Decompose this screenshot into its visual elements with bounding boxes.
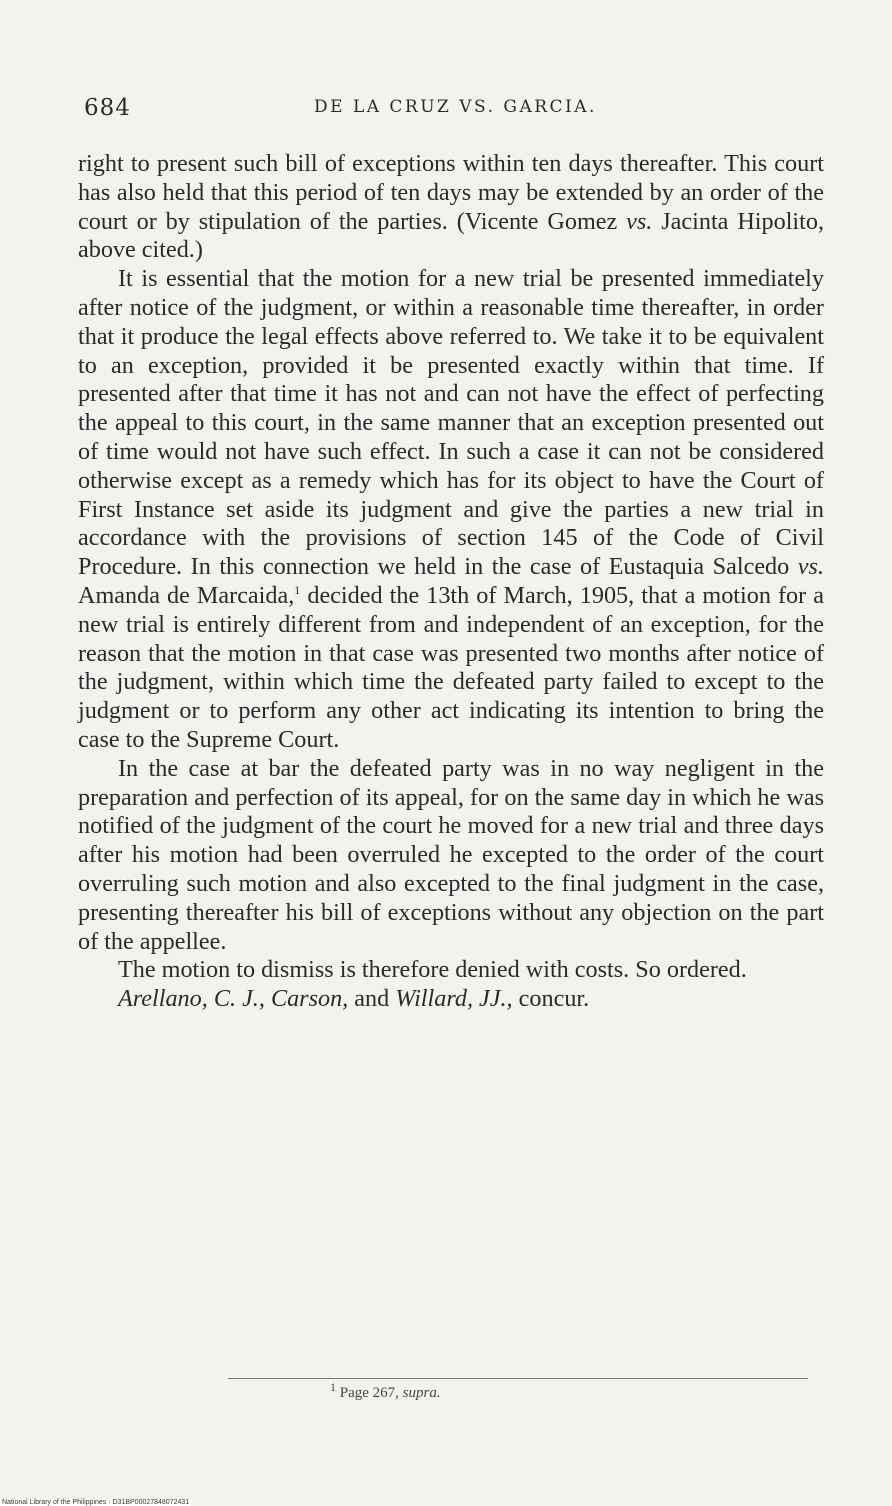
page-number: 684 <box>84 95 131 121</box>
footnote-divider <box>228 1378 808 1379</box>
page-header <box>84 95 808 129</box>
concurrence-line: Arellano, C. J., Carson, and Willard, JJ., concur. <box>118 985 590 1013</box>
paragraph-3: In the case at bar the defeated party was in no way negligent in the preparation and perfection of its appeal, for on the same day in which he was notified of the judgment of the court he moved for a new trial and three days after his motion had been overruled he excepted to the order of the court overruling such motion and also excepted to the final judgment in the case, presenting thereafter his bill of exceptions without any objection on the part of the appellee. <box>78 754 824 955</box>
footnote-reference: 1 <box>294 582 301 597</box>
body-text <box>78 150 824 1014</box>
paragraph-1: right to present such bill of exceptions within ten days thereafter. This court has also held that this period of ten days may be extended by an order of the court or by stipulation of the parties. (Vicente Gomez vs. Jacinta Hipolito, above cited.) <box>78 150 824 264</box>
running-head: DE LA CRUZ VS. GARCIA. <box>314 97 597 117</box>
paragraph-4: The motion to dismiss is therefore denied with costs. So ordered. <box>118 956 747 984</box>
scan-source-label: National Library of the Philippines · D31BP00027848072431 <box>2 1499 190 1506</box>
paragraph-2: It is essential that the motion for a new trial be presented immediately after notice of the judgment, or within a reasonable time thereafter, in order that it produce the legal effects above referred to. We take it to be equivalent to an exception, provided it be presented exactly within that time. If presented after that time it has not and can not have the effect of perfecting the appeal to this court, in the same manner that an exception presented out of time would not have such effect. In such a case it can not be considered otherwise except as a remedy which has for its object to have the Court of First Instance set aside its judgment and give the parties a new trial in accordance with the provisions of section 145 of the Code of Civil Procedure. In this connection we held in the case of Eustaquia Salcedo vs. Amanda de Marcaida,$^1$ decided the 13th of March, 1905, that a motion for a new trial is entirely different from and independent of an exception, for the reason that the motion in that case was presented two months after notice of the judgment, within which time the defeated party failed to except to the judgment or to perform any other act indicating its intention to bring the case to the Supreme Court. <box>78 265 825 753</box>
footnote: $^1$ Page 267, supra. <box>330 1380 441 1401</box>
